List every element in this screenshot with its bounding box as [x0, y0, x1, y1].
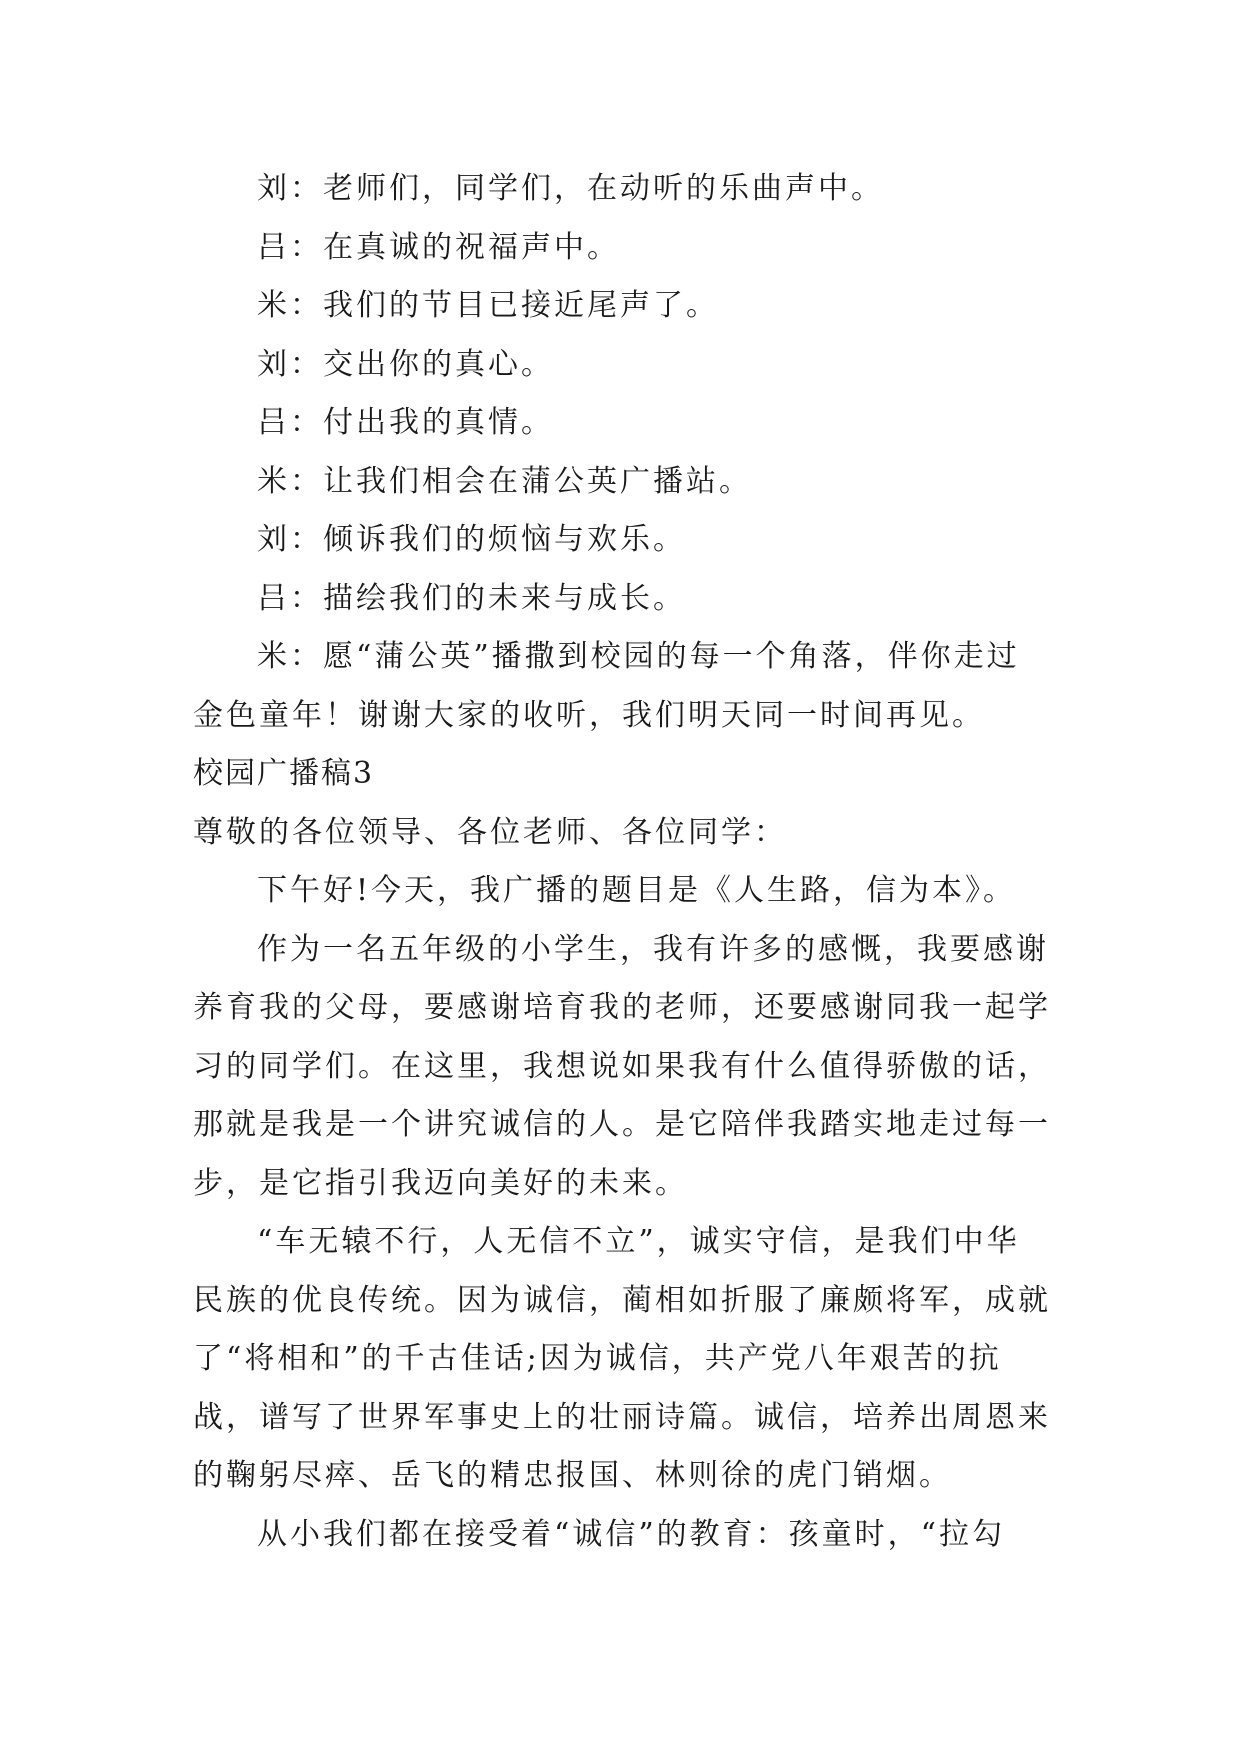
text-line: 作为一名五年级的小学生，我有许多的感慨，我要感谢 [257, 931, 1049, 967]
document-body [193, 160, 1053, 1564]
text-line: “车无辕不行，人无信不立”，诚实守信，是我们中华 [257, 1224, 1020, 1259]
text-line: 米：我们的节目已接近尾声了。 [257, 288, 719, 323]
text-line: 吕：在真诚的祝福声中。 [257, 229, 620, 265]
text-line: 民族的优良传统。因为诚信，蔺相如折服了廉颇将军，成就 [193, 1282, 1051, 1318]
text-line: 刘：交出你的真心。 [257, 346, 554, 382]
text-line: 习的同学们。在这里，我想说如果我有什么值得骄傲的话， [193, 1048, 1051, 1084]
text-line: 吕：付出我的真情。 [257, 405, 554, 440]
salutation: 尊敬的各位领导、各位老师、各位同学： [193, 814, 787, 850]
text-line: 米：让我们相会在蒲公英广播站。 [257, 463, 752, 499]
text-line: 从小我们都在接受着“诚信”的教育：孩童时，“拉勾 [257, 1516, 1006, 1552]
text-line: 下午好!今天，我广播的题目是《人生路，信为本》。 [257, 873, 1017, 908]
section-heading: 校园广播稿3 [193, 756, 375, 791]
text-line: 刘：老师们，同学们，在动听的乐曲声中。 [257, 171, 884, 206]
text-line: 养育我的父母，要感谢培育我的老师，还要感谢同我一起学 [193, 990, 1051, 1025]
text-line: 的鞠躬尽瘁、岳飞的精忠报国、林则徐的虎门销烟。 [193, 1458, 952, 1493]
text-line: 步，是它指引我迈向美好的未来。 [193, 1165, 688, 1201]
text-line: 刘：倾诉我们的烦恼与欢乐。 [257, 522, 686, 557]
text-line: 战，谱写了世界军事史上的壮丽诗篇。诚信，培养出周恩来 [193, 1399, 1051, 1435]
text-line: 米：愿“蒲公英”播撒到校园的每一个角落，伴你走过 [257, 639, 1020, 674]
text-line: 了“将相和”的千古佳话;因为诚信，共产党八年艰苦的抗 [193, 1341, 1002, 1376]
text-line: 那就是我是一个讲究诚信的人。是它陪伴我踏实地走过每一 [193, 1107, 1051, 1142]
text-line: 金色童年！谢谢大家的收听，我们明天同一时间再见。 [193, 697, 985, 733]
text-line: 吕：描绘我们的未来与成长。 [257, 580, 686, 616]
